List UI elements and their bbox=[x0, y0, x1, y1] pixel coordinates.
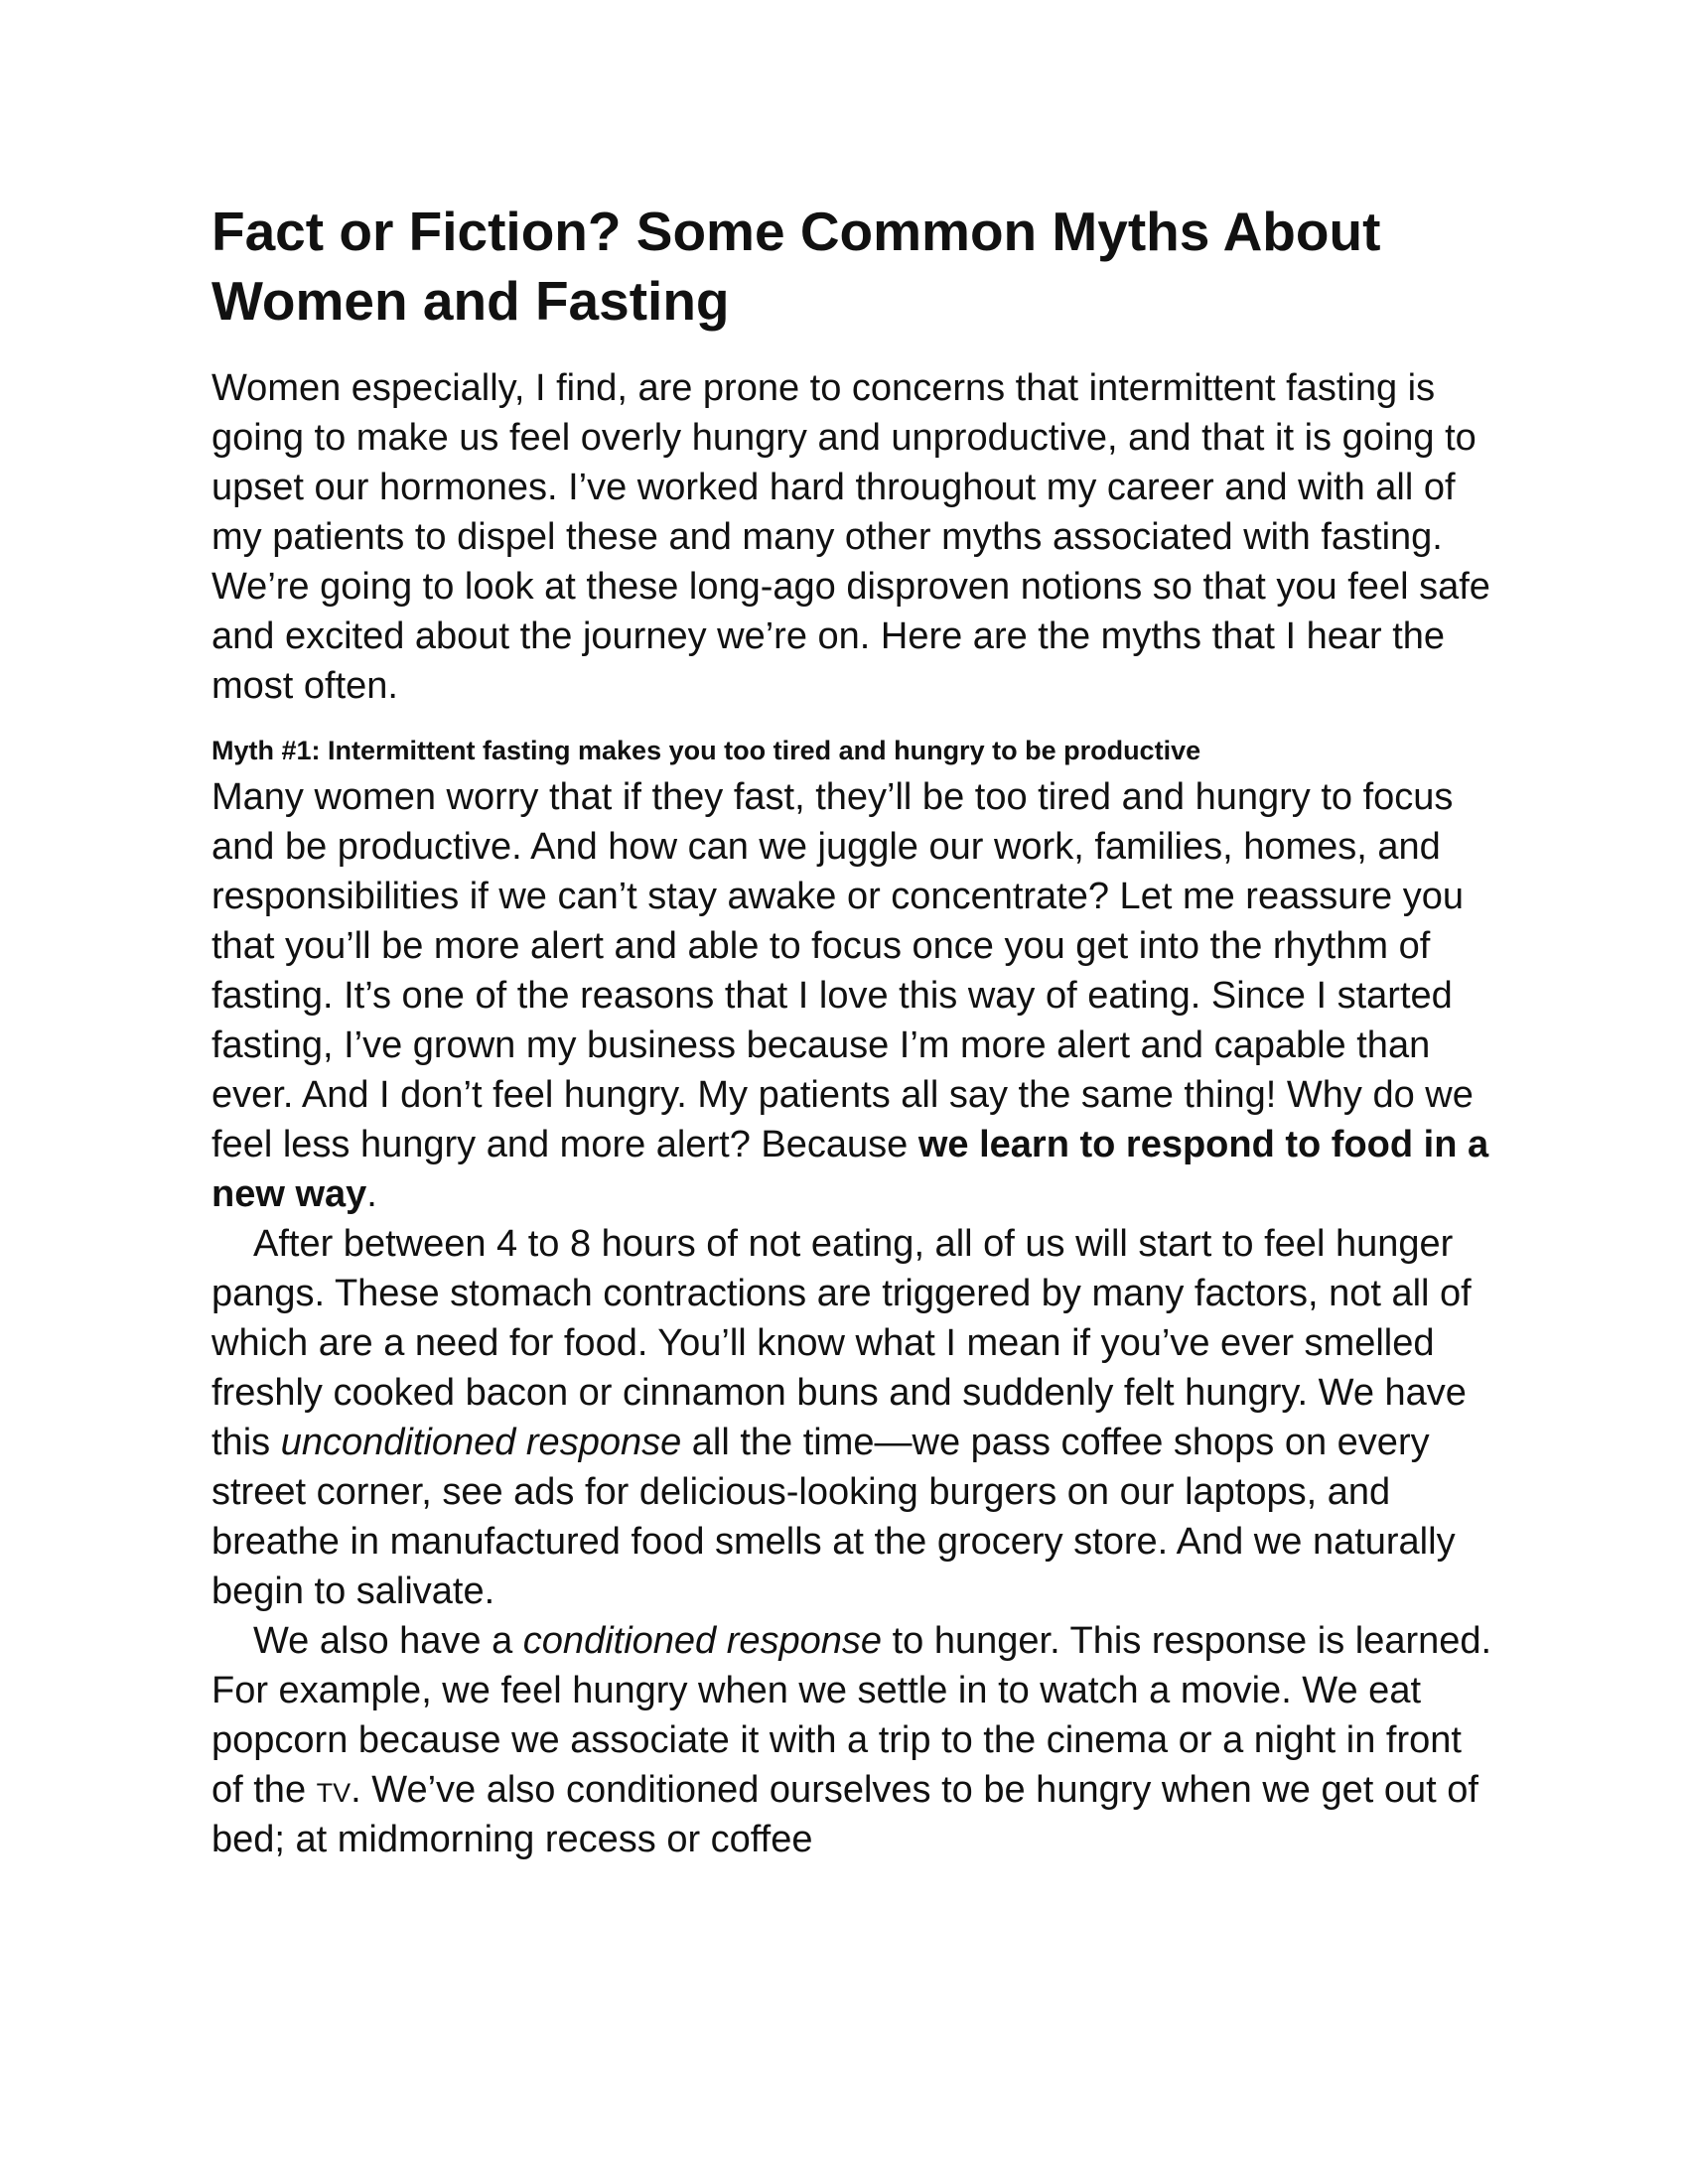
myth-1-paragraph-2-text-a: After between 4 to 8 hours of not eating, all of us will start to feel hunger pangs. These stomach contractions are triggered by many factors, not all of which are a need for food. You’ll know what I mean if you’ve ever smelled freshly cooked bacon or cinnamon buns and suddenly felt hungry. We have this bbox=[211, 1223, 1472, 1463]
conditioned-response-term: conditioned response bbox=[522, 1620, 883, 1662]
myth-1-paragraph-3-text-b: to hunger. This response is learned. For example, we feel hungry when we settle in to watch a movie. We eat popcorn because we associate it with a trip to the cinema or a night in front of the bbox=[211, 1620, 1492, 1811]
myth-1-paragraph-1-end: . bbox=[366, 1173, 377, 1215]
myth-1-paragraph-3-text-a: We also have a bbox=[253, 1620, 523, 1662]
document-page bbox=[211, 197, 1497, 1864]
myth-1-heading: Myth #1: Intermittent fasting makes you too tired and hungry to be productive bbox=[211, 736, 1201, 765]
myth-1-paragraph-3-text-c: . We’ve also conditioned ourselves to be hungry when we get out of bed; at midmorning recess or coffee bbox=[211, 1769, 1478, 1860]
tv-abbreviation: tv bbox=[316, 1769, 352, 1811]
myth-1-bold-phrase: we learn to respond to food in a new way bbox=[211, 1124, 1489, 1215]
intro-paragraph: Women especially, I find, are prone to concerns that intermittent fasting is going to make us feel overly hungry and unproductive, and that it is going to upset our hormones. I’ve worked hard throughout my career and with all of my patients to dispel these and many other myths associated with fasting. We’re going to look at these long-ago disproven notions so that you feel safe and excited about the journey we’re on. Here are the myths that I hear the most often. bbox=[211, 367, 1490, 707]
myth-1-paragraph-2-text-b: all the time—we pass coffee shops on every street corner, see ads for delicious-looking burgers on our laptops, and breathe in manufactured food smells at the grocery store. And we naturally begin to salivate. bbox=[211, 1422, 1456, 1612]
myth-1-paragraph-1-text: Many women worry that if they fast, they’ll be too tired and hungry to focus and be productive. And how can we juggle our work, families, homes, and responsibilities if we can’t stay awake or concentrate? Let me reassure you that you’ll be more alert and able to focus once you get into the rhythm of fasting. It’s one of the reasons that I love this way of eating. Since I started fasting, I’ve grown my business because I’m more alert and capable than ever. And I don’t feel hungry. My patients all say the same thing! Why do we feel less hungry and more alert? Because bbox=[211, 776, 1474, 1165]
myth-1-paragraph-3 bbox=[211, 1616, 1497, 1864]
myth-1-paragraph-2 bbox=[211, 1219, 1497, 1616]
unconditioned-response-term: unconditioned response bbox=[280, 1422, 682, 1463]
myth-1-paragraph-1 bbox=[211, 772, 1497, 1219]
document-title: Fact or Fiction? Some Common Myths About Women and Fasting bbox=[211, 201, 1381, 332]
